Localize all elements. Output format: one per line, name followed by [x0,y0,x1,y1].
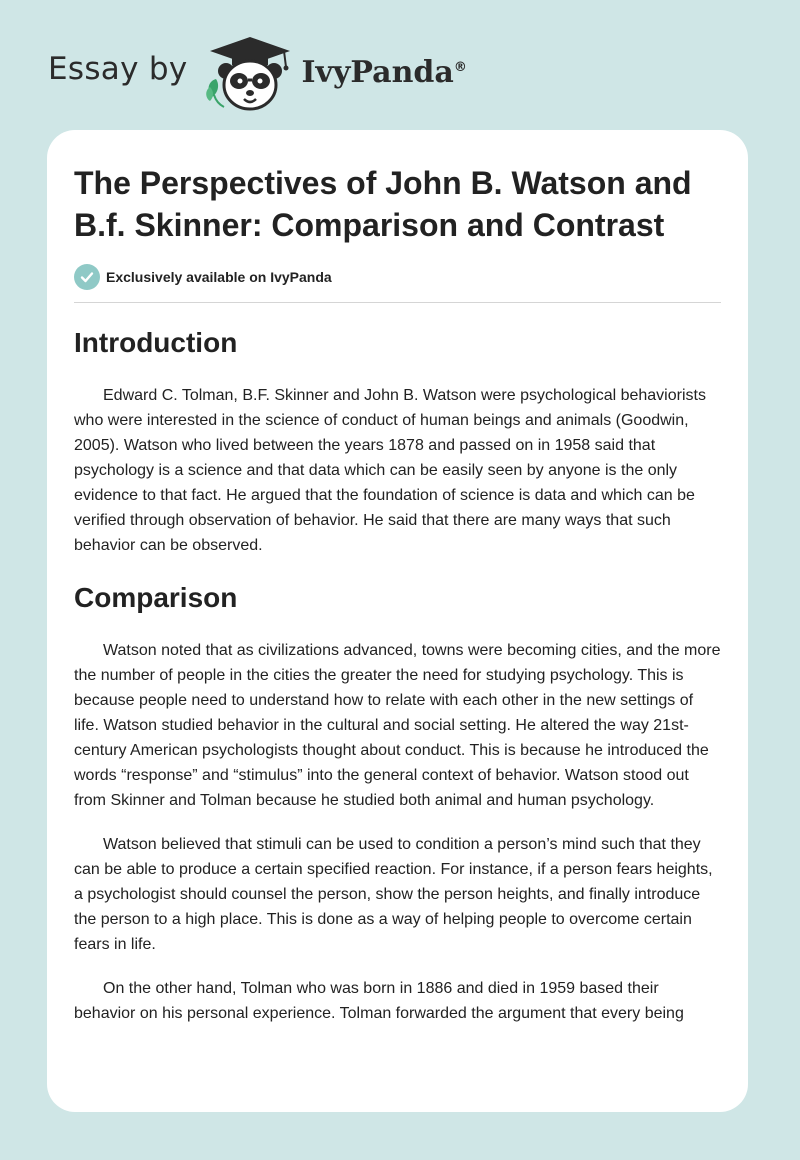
essay-title: The Perspectives of John B. Watson and B.f. Skinner: Comparison and Contrast [74,165,692,243]
essay-by-label: Essay by [48,51,188,87]
site-logo[interactable] [48,34,467,114]
check-icon [74,264,100,290]
paragraph: On the other hand, Tolman who was born in 1886 and died in 1959 based their behavior on his personal experience. Tolman forwarded the argument that every being [74,980,684,1022]
paragraph: Edward C. Tolman, B.F. Skinner and John B. Watson were psychological behaviorists who were interested in the science of conduct of human beings and animals (Goodwin, 2005). Watson who lived between the years 1878 and passed on in 1958 said that psychology is a science and that data which can be easily seen by anyone is the only evidence to that fact. He argued that the foundation of science is data and which can be verified through observation of behavior. He said that there are many ways that such behavior can be observed. [74,387,706,554]
panda-mascot-icon [202,35,298,113]
section-heading: Introduction [74,327,238,358]
paragraph: Watson believed that stimuli can be used to condition a person’s mind such that they can be able to produce a certain specified reaction. For instance, if a person fears heights, a psychologist should counsel the person, show the person heights, and finally introduce the person to a high place. This is done as a way of helping people to overcome certain fears in life. [74,836,713,953]
essay-card [47,130,748,1112]
section-heading: Comparison [74,582,238,613]
divider [74,302,721,303]
section-introduction [74,325,721,558]
exclusive-label: Exclusively available on IvyPanda [106,269,332,285]
exclusive-badge [74,264,721,290]
brand-name: IvyPanda® [301,54,467,90]
paragraph: Watson noted that as civilizations advanced, towns were becoming cities, and the more the number of people in the cities the greater the need for studying psychology. This is because people need to understand how to relate with each other in the new settings of life. Watson studied behavior in the cultural and social setting. He altered the way 21st-century American psychologists thought about conduct. This is because he introduced the words “response” and “stimulus” into the general context of behavior. Watson stood out from Skinner and Tolman because he studied both animal and human psychology. [74,642,721,809]
section-comparison [74,580,721,1026]
